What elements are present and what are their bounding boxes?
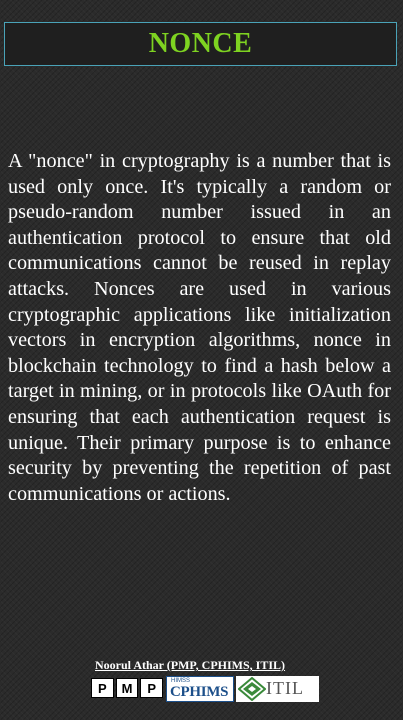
cphims-org-label: HIMSS <box>171 678 191 684</box>
cphims-logo <box>166 676 234 702</box>
pmp-logo <box>91 678 163 698</box>
certification-logos <box>91 676 319 702</box>
cphims-label: CPHIMS <box>170 684 229 700</box>
itil-label: ITIL <box>266 678 304 698</box>
page-title: NONCE <box>148 28 253 59</box>
itil-mark-icon <box>238 677 266 701</box>
itil-logo <box>236 676 319 702</box>
body-paragraph: A "nonce" in cryptography is a number that is used only once. It's typically a random or pseudo-random number issued in an authentication protocol to ensure that old communications cannot be reused in replay attacks. Nonces are used in various cryptographic applications like initialization vectors in encryption algorithms, nonce in blockchain technology to find a hash below a target in mining, or in protocols like OAuth for ensuring that each authentication request is unique. Their primary purpose is to enhance security by preventing the repetition of past communications or actions. <box>8 150 391 505</box>
author-credit: Noorul Athar (PMP, CPHIMS, ITIL) <box>95 658 286 672</box>
pmp-letter: P <box>91 678 114 698</box>
pmp-letter: P <box>140 678 163 698</box>
title-banner <box>4 22 397 66</box>
pmp-letter: M <box>116 678 139 698</box>
